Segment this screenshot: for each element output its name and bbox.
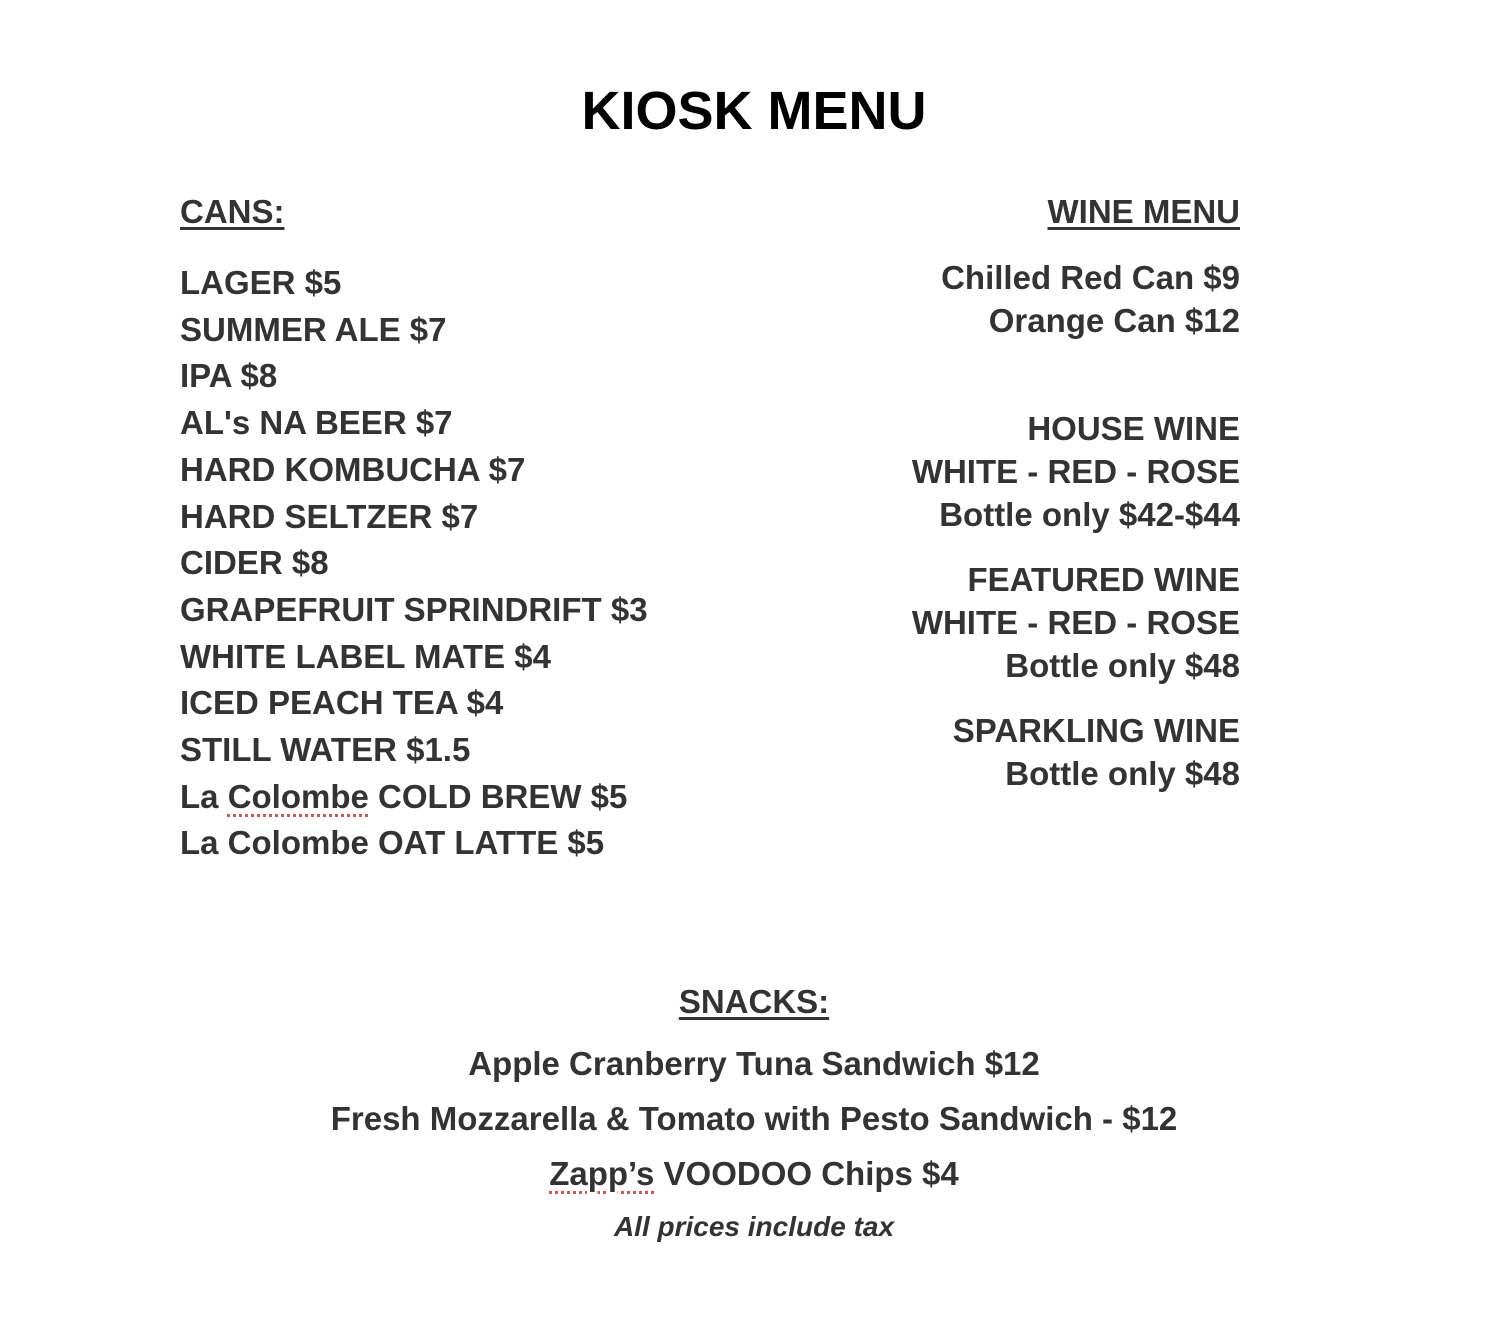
wine-name: SPARKLING WINE bbox=[952, 712, 1240, 749]
wine-colors: WHITE - RED - ROSE bbox=[911, 604, 1240, 641]
menu-item: STILL WATER $1.5 bbox=[180, 731, 471, 769]
menu-item: SUMMER ALE $7 bbox=[180, 310, 447, 348]
spellcheck-word: Zapp’s bbox=[549, 1155, 655, 1192]
wine-name: FEATURED WINE bbox=[967, 561, 1240, 598]
wine-price: Bottle only $42-$44 bbox=[939, 496, 1240, 533]
snack-item: Fresh Mozzarella & Tomato with Pesto Sandwich - $12 bbox=[330, 1100, 1178, 1137]
sparkling-wine-group bbox=[912, 709, 1240, 795]
item-rest: VOODOO Chips $4 bbox=[663, 1155, 959, 1192]
snack-item: Apple Cranberry Tuna Sandwich $12 bbox=[468, 1045, 1040, 1082]
cans-section bbox=[180, 192, 648, 867]
menu-item: Chilled Red Can $9 bbox=[941, 259, 1240, 296]
snack-item-chips bbox=[0, 1146, 1508, 1201]
tax-note: All prices include tax bbox=[613, 1211, 895, 1242]
wine-heading: WINE MENU bbox=[1047, 193, 1240, 230]
item-rest: COLD BREW $5 bbox=[378, 777, 628, 815]
brand-prefix: La bbox=[180, 777, 219, 815]
page-title: KIOSK MENU bbox=[581, 81, 927, 141]
menu-item: LAGER $5 bbox=[180, 264, 342, 301]
snacks-section bbox=[0, 982, 1508, 1247]
cans-heading: CANS: bbox=[180, 193, 285, 230]
menu-item: La Colombe OAT LATTE $5 bbox=[180, 824, 605, 862]
wine-cans bbox=[912, 256, 1240, 342]
wine-name: HOUSE WINE bbox=[1027, 410, 1240, 447]
menu-item: GRAPEFRUIT SPRINDRIFT $3 bbox=[180, 590, 648, 628]
spellcheck-word: Colombe bbox=[227, 777, 369, 815]
menu-item: CIDER $8 bbox=[180, 544, 329, 582]
menu-item: WHITE LABEL MATE $4 bbox=[180, 637, 551, 675]
menu-item: ICED PEACH TEA $4 bbox=[180, 684, 504, 722]
menu-item: HARD SELTZER $7 bbox=[180, 497, 479, 535]
menu-item-cold-brew bbox=[180, 774, 648, 821]
wine-colors: WHITE - RED - ROSE bbox=[911, 453, 1240, 490]
wine-price: Bottle only $48 bbox=[1005, 647, 1240, 684]
menu-item: HARD KOMBUCHA $7 bbox=[180, 450, 526, 488]
snacks-list bbox=[0, 1036, 1508, 1201]
wine-section bbox=[912, 192, 1240, 795]
featured-wine-group bbox=[912, 558, 1240, 687]
menu-item: IPA $8 bbox=[180, 357, 278, 395]
menu-item: AL's NA BEER $7 bbox=[180, 404, 453, 442]
snacks-heading: SNACKS: bbox=[678, 983, 830, 1020]
house-wine-group bbox=[912, 407, 1240, 536]
menu-item: Orange Can $12 bbox=[988, 302, 1240, 339]
wine-price: Bottle only $48 bbox=[1005, 755, 1240, 792]
cans-list bbox=[180, 260, 648, 867]
